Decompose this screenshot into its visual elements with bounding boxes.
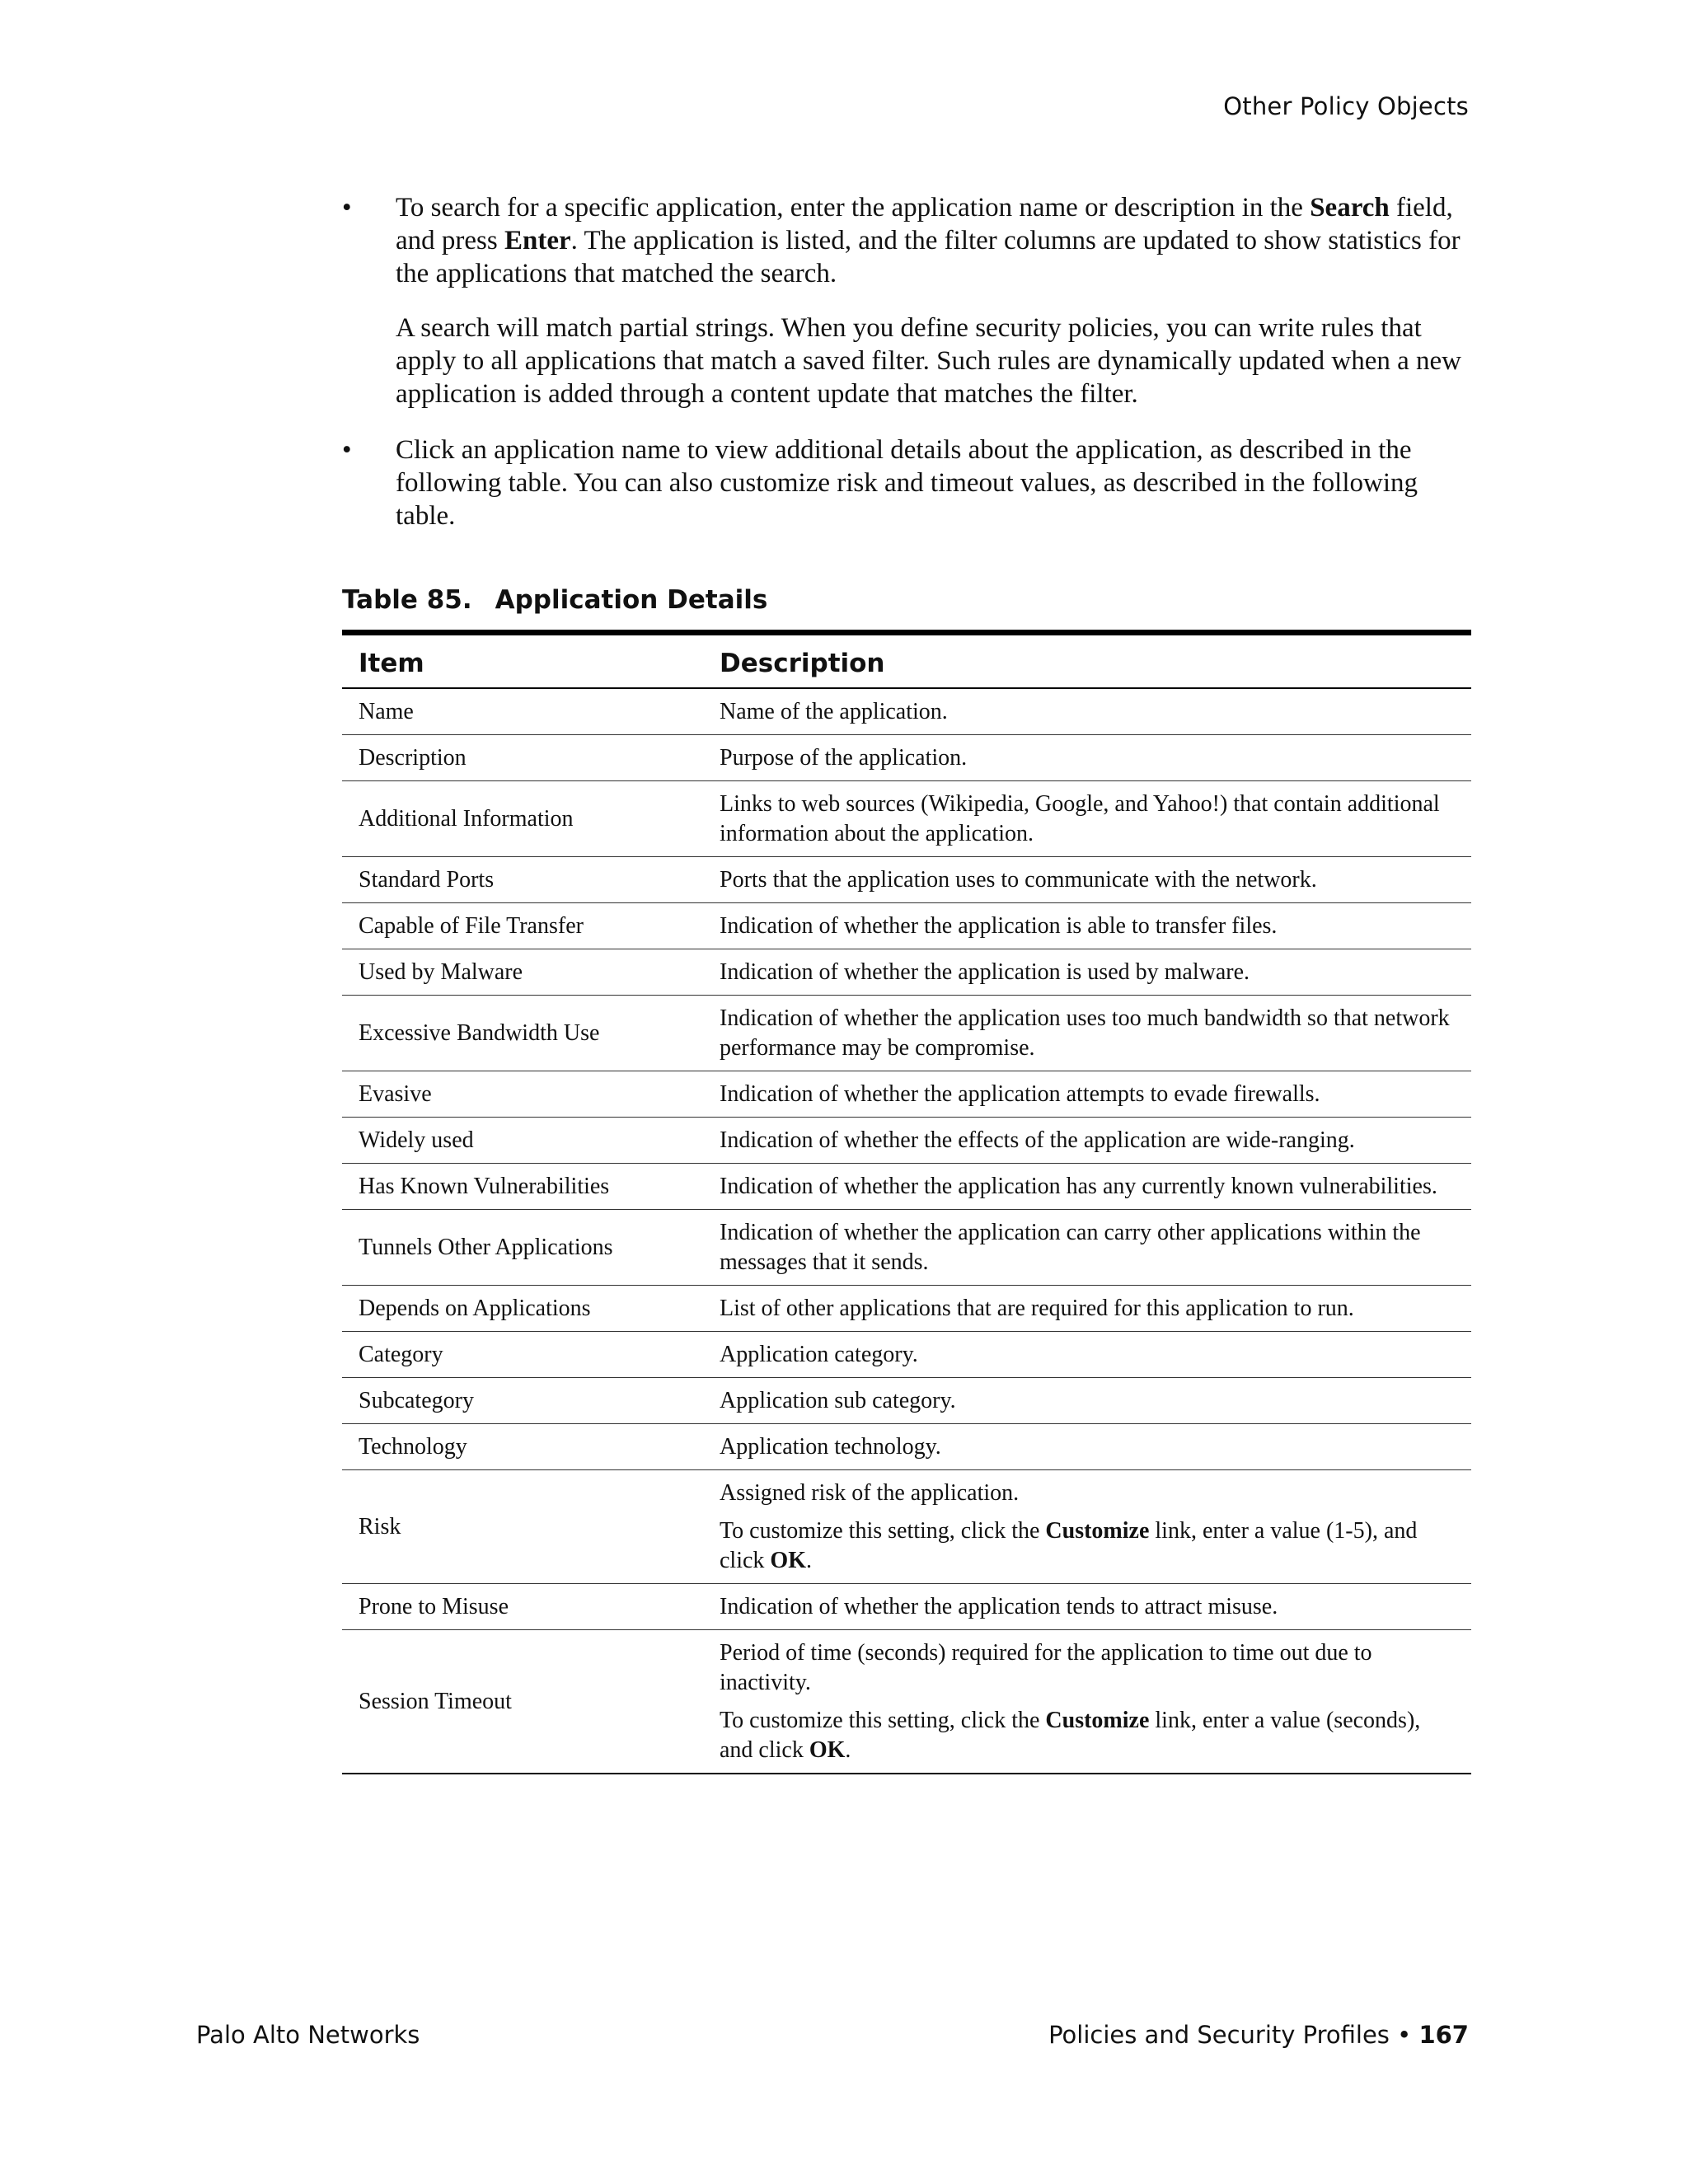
- table-title: Application Details: [495, 585, 768, 615]
- bullet-paragraph: Click an application name to view additional details about the application, as described in the following table. You can also customize risk and timeout values, as described in the following table.: [396, 435, 1418, 531]
- description-cell: Purpose of the application.: [703, 735, 1471, 781]
- table-row: [342, 1424, 1471, 1470]
- item-cell: Capable of File Transfer: [342, 903, 703, 949]
- text-run: link, enter a value (seconds), and click: [720, 1708, 1421, 1763]
- description-cell: Links to web sources (Wikipedia, Google, and Yahoo!) that contain additional information about the application.: [703, 781, 1471, 857]
- bold-term-ok: OK: [809, 1737, 846, 1763]
- table-row: [342, 1332, 1471, 1378]
- table-row-risk: [342, 1470, 1471, 1584]
- description-cell: Indication of whether the application attempts to evade firewalls.: [703, 1071, 1471, 1118]
- bullet-paragraph: [396, 191, 1471, 290]
- description-cell: Ports that the application uses to communicate with the network.: [703, 857, 1471, 903]
- item-cell: Prone to Misuse: [342, 1584, 703, 1630]
- text-run: . The application is listed, and the filter columns are updated to show statistics for the applications that matched the search.: [396, 226, 1461, 288]
- bullet-item-search: [342, 191, 1471, 410]
- item-cell: Technology: [342, 1424, 703, 1470]
- table-row: [342, 781, 1471, 857]
- text-run: link, enter a value (1-5), and click: [720, 1518, 1418, 1573]
- description-cell: List of other applications that are required for this application to run.: [703, 1286, 1471, 1332]
- item-cell: Risk: [342, 1470, 703, 1584]
- footer-company: Palo Alto Networks: [196, 2021, 420, 2049]
- text-run: .: [845, 1737, 851, 1763]
- table-caption: [342, 585, 767, 615]
- bold-term-search: Search: [1310, 193, 1390, 223]
- item-cell: Session Timeout: [342, 1630, 703, 1774]
- page-number: 167: [1418, 2021, 1469, 2049]
- description-cell: Indication of whether the application can carry other applications within the messages that it sends.: [703, 1210, 1471, 1286]
- text-run: .: [805, 1548, 812, 1573]
- description-cell: Application sub category.: [703, 1378, 1471, 1424]
- description-cell: [703, 1470, 1471, 1584]
- item-cell: Standard Ports: [342, 857, 703, 903]
- bullet-icon: •: [342, 193, 352, 223]
- item-cell: Name: [342, 688, 703, 735]
- table-row: [342, 1210, 1471, 1286]
- column-header-description: Description: [703, 633, 1471, 689]
- table-row: [342, 1071, 1471, 1118]
- text-run: To customize this setting, click the: [720, 1708, 1046, 1733]
- table-row: [342, 857, 1471, 903]
- bullet-subparagraph: A search will match partial strings. When you define security policies, you can write rules that apply to all applications that match a saved filter. Such rules are dynamically updated when a new application is added through a content update that matches the filter.: [396, 313, 1461, 409]
- text-run: To search for a specific application, enter the application name or description in the: [396, 193, 1311, 223]
- application-details-table: [342, 630, 1471, 1774]
- table-row: [342, 1584, 1471, 1630]
- description-cell: Indication of whether the application is able to transfer files.: [703, 903, 1471, 949]
- table-row: [342, 1164, 1471, 1210]
- item-cell: Evasive: [342, 1071, 703, 1118]
- table-row: [342, 949, 1471, 996]
- description-paragraph: Period of time (seconds) required for the application to time out due to inactivity.: [720, 1640, 1372, 1695]
- description-cell: Application category.: [703, 1332, 1471, 1378]
- bold-term-ok: OK: [770, 1548, 806, 1573]
- item-cell: Depends on Applications: [342, 1286, 703, 1332]
- column-header-item: Item: [342, 633, 703, 689]
- item-cell: Has Known Vulnerabilities: [342, 1164, 703, 1210]
- table-number: Table 85.: [342, 585, 472, 615]
- description-paragraph: Assigned risk of the application.: [720, 1480, 1020, 1506]
- text-run: field, and press: [396, 193, 1453, 255]
- item-cell: Category: [342, 1332, 703, 1378]
- bullet-item-click: [342, 434, 1471, 532]
- table-row: [342, 1378, 1471, 1424]
- description-paragraph: [720, 1516, 1455, 1576]
- bold-term-customize: Customize: [1045, 1708, 1150, 1733]
- table-row: [342, 903, 1471, 949]
- item-cell: Excessive Bandwidth Use: [342, 996, 703, 1071]
- item-cell: Tunnels Other Applications: [342, 1210, 703, 1286]
- description-cell: Name of the application.: [703, 688, 1471, 735]
- table-row: [342, 1118, 1471, 1164]
- description-cell: [703, 1630, 1471, 1774]
- table-header-row: [342, 633, 1471, 689]
- table-row: [342, 1286, 1471, 1332]
- description-cell: Application technology.: [703, 1424, 1471, 1470]
- description-cell: Indication of whether the application is used by malware.: [703, 949, 1471, 996]
- running-header: Other Policy Objects: [1223, 92, 1469, 120]
- footer-section: [1048, 2021, 1469, 2049]
- footer-section-label: Policies and Security Profiles •: [1048, 2021, 1419, 2049]
- table-row: [342, 735, 1471, 781]
- description-paragraph: [720, 1706, 1455, 1765]
- table-row: [342, 688, 1471, 735]
- item-cell: Subcategory: [342, 1378, 703, 1424]
- description-cell: Indication of whether the application uses too much bandwidth so that network performance may be compromise.: [703, 996, 1471, 1071]
- item-cell: Widely used: [342, 1118, 703, 1164]
- table-body: [342, 688, 1471, 1774]
- bold-term-enter: Enter: [504, 226, 571, 255]
- item-cell: Description: [342, 735, 703, 781]
- item-cell: Additional Information: [342, 781, 703, 857]
- description-cell: Indication of whether the application has any currently known vulnerabilities.: [703, 1164, 1471, 1210]
- bold-term-customize: Customize: [1045, 1518, 1150, 1544]
- table-row-session-timeout: [342, 1630, 1471, 1774]
- description-cell: Indication of whether the application tends to attract misuse.: [703, 1584, 1471, 1630]
- description-cell: Indication of whether the effects of the application are wide-ranging.: [703, 1118, 1471, 1164]
- item-cell: Used by Malware: [342, 949, 703, 996]
- bullet-icon: •: [342, 435, 352, 465]
- text-run: To customize this setting, click the: [720, 1518, 1046, 1544]
- table-row: [342, 996, 1471, 1071]
